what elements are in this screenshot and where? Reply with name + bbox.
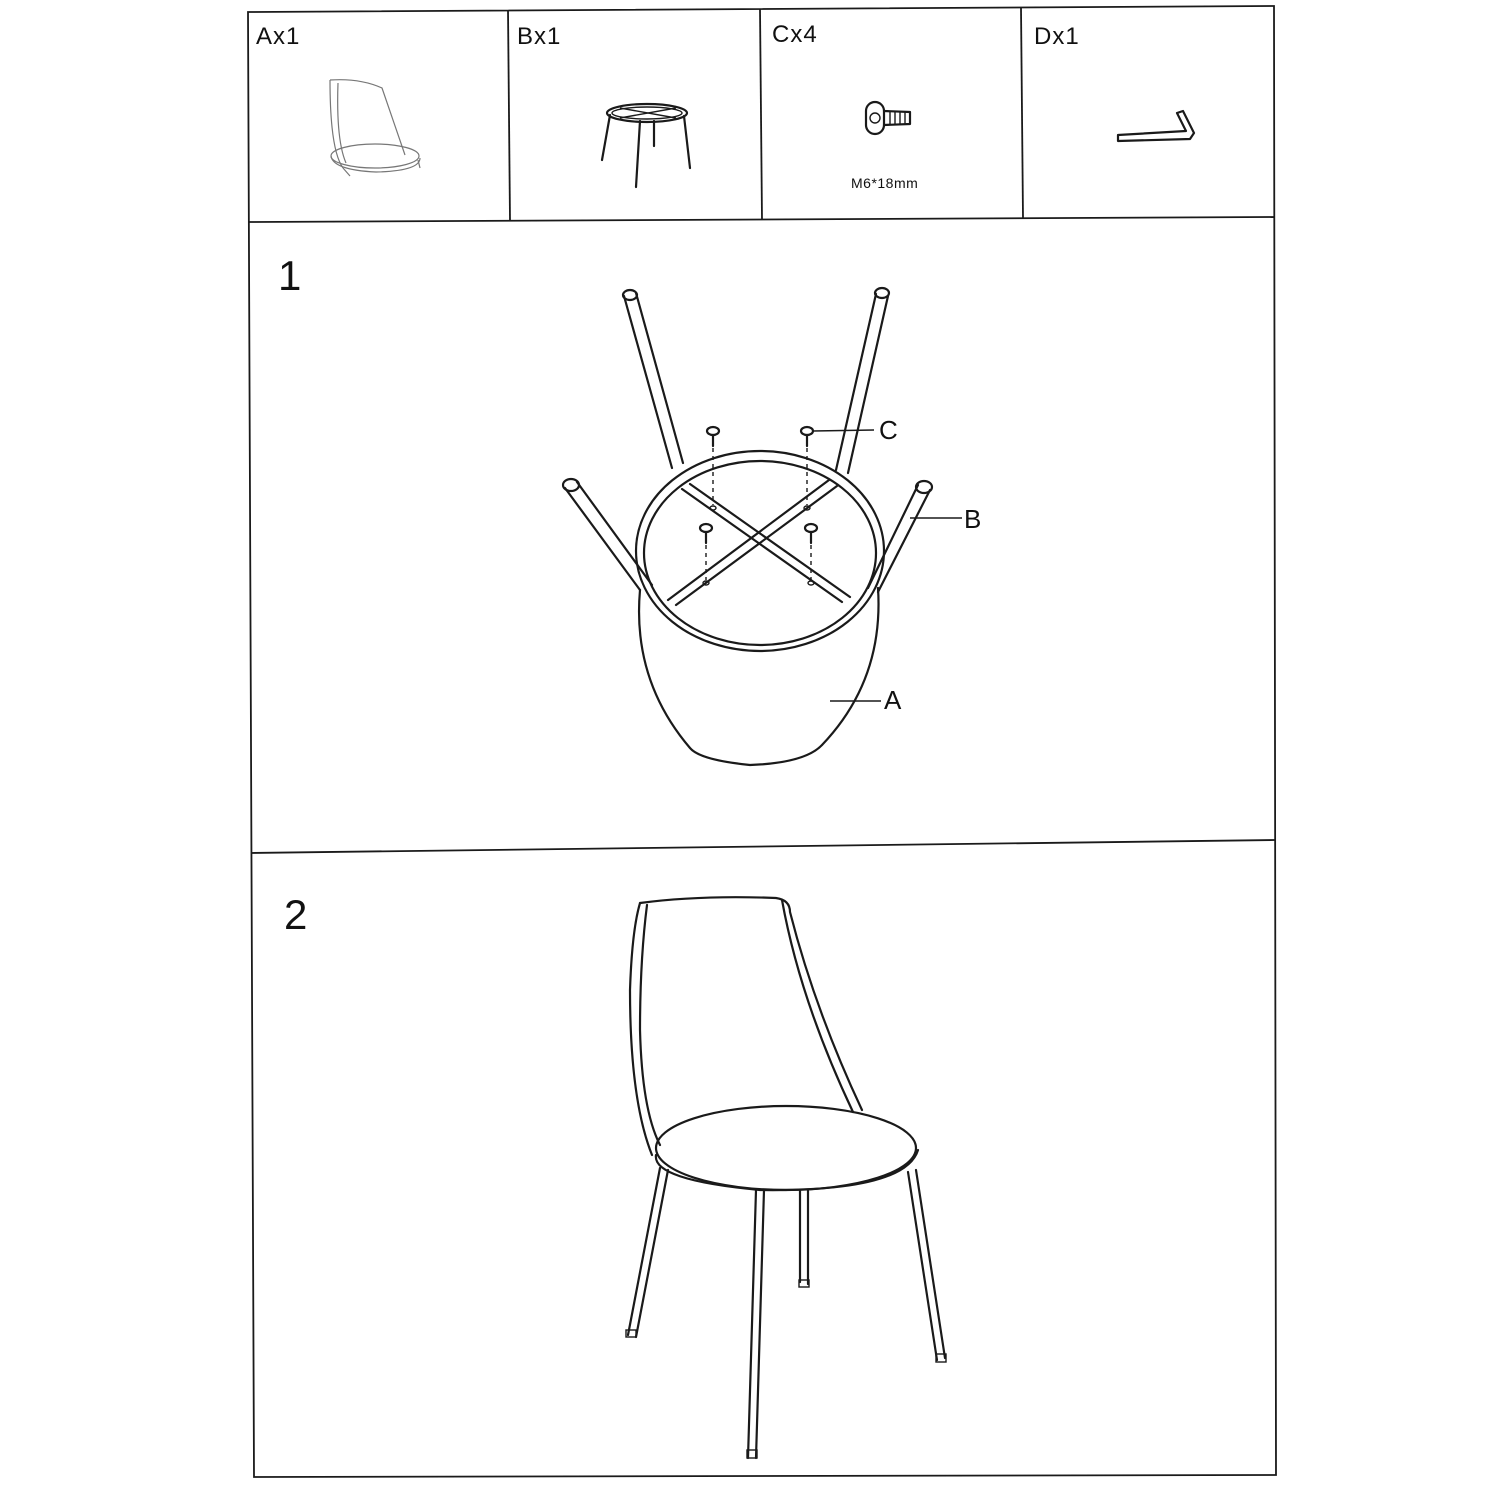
callout-b: B — [964, 504, 982, 534]
part-b-frame-icon — [602, 104, 690, 187]
screw-marker — [801, 427, 874, 510]
part-a-chair-icon — [330, 80, 420, 176]
callout-a: A — [884, 685, 902, 715]
step-2-number: 2 — [284, 891, 308, 938]
step-1-number: 1 — [278, 252, 302, 299]
screw-spec-label: M6*18mm — [851, 175, 919, 191]
part-c-screw-icon — [866, 102, 910, 134]
step-2-drawing — [626, 897, 946, 1458]
part-a-label: Ax1 — [256, 23, 301, 50]
part-c-label: Cx4 — [772, 21, 818, 48]
part-d-label: Dx1 — [1034, 23, 1080, 50]
part-b-label: Bx1 — [517, 23, 562, 50]
callout-c: C — [879, 415, 898, 445]
part-d-allen-key-icon — [1118, 111, 1194, 141]
step-1-drawing — [563, 288, 962, 765]
